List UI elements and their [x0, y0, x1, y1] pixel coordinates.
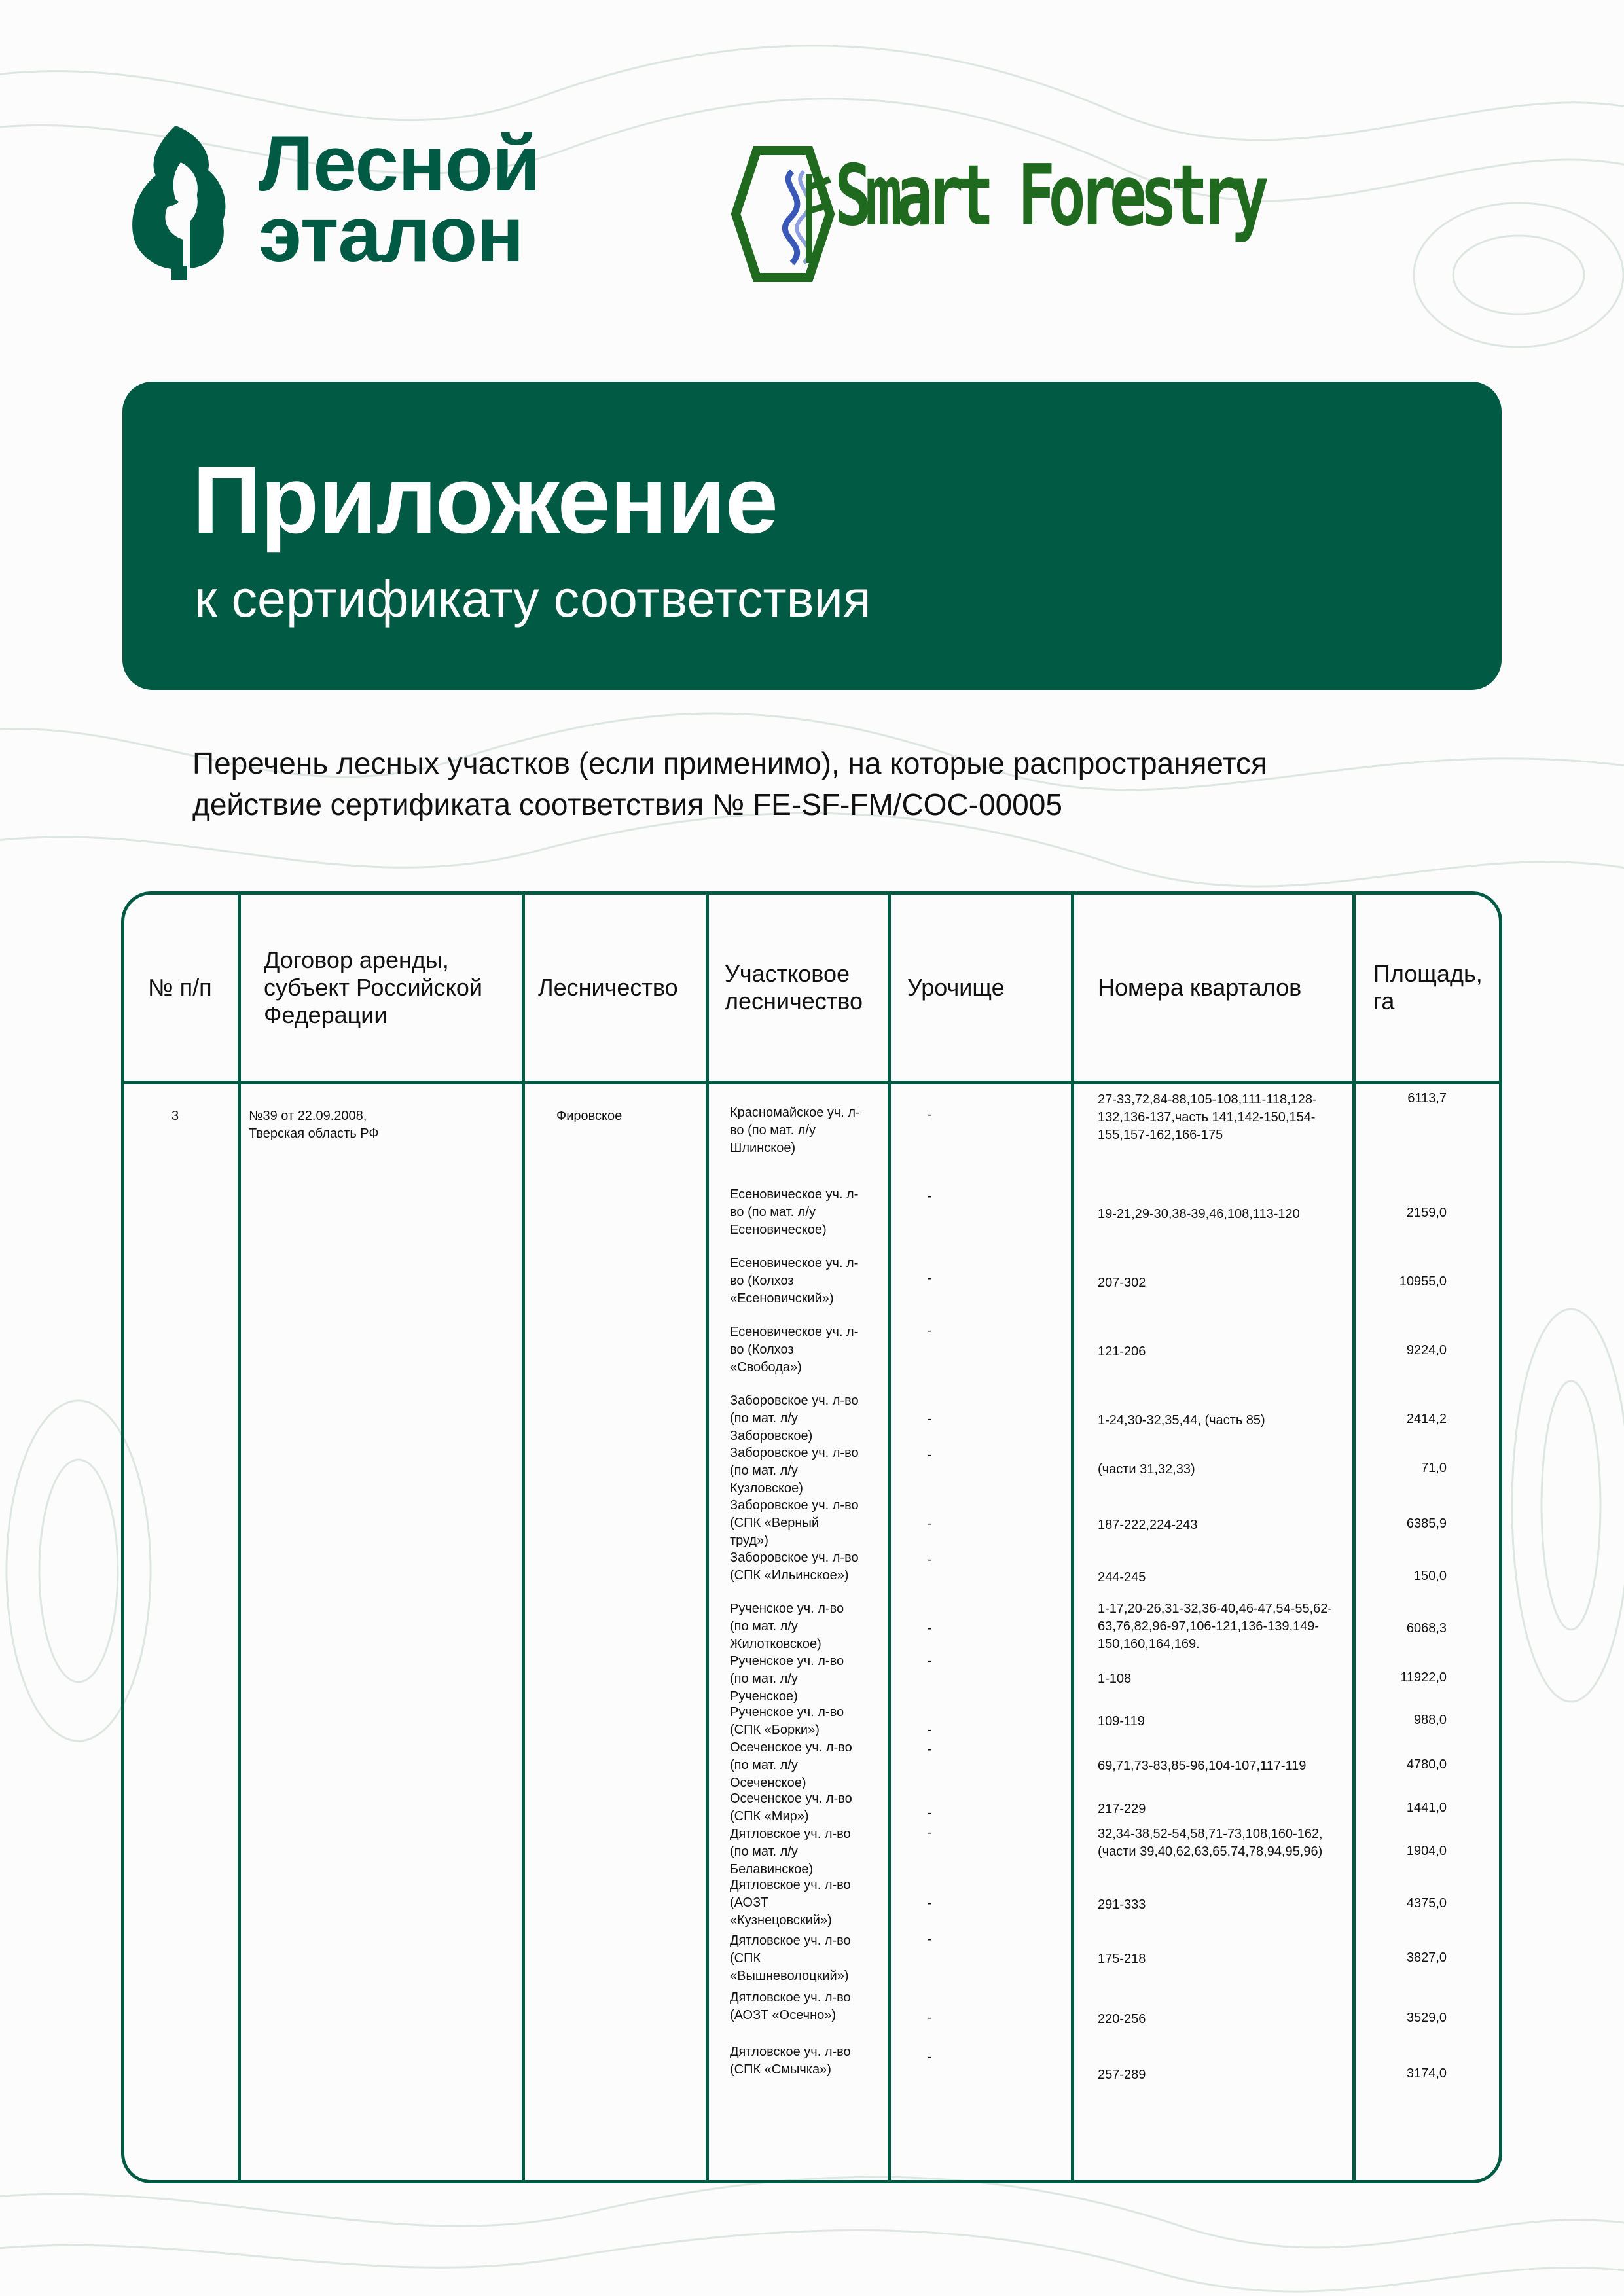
uchastkovoe-cell: Дятловское уч. л-во (СПК «Вышневолоцкий») — [730, 1933, 851, 1983]
kvartaly-cell: 1-24,30-32,35,44, (часть 85) — [1098, 1413, 1265, 1427]
kvartaly-cell: 69,71,73-83,85-96,104-107,117-119 — [1098, 1759, 1307, 1773]
uchastkovoe-cell: Дятловское уч. л-во (АОЗТ «Осечно») — [730, 1990, 851, 2022]
lesnoy-line2: эталон — [259, 190, 524, 278]
area-cell: 4780,0 — [1406, 1757, 1447, 1772]
kvartaly-cell: 27-33,72,84-88,105-108,111-118,128-132,136-137,часть 141,142-150,154-155,157-162,166-175 — [1098, 1092, 1317, 1142]
uchastkovoe-cell: Заборовское уч. л-во (по мат. л/у Заборовское) — [730, 1393, 859, 1443]
kvartaly-cell: 109-119 — [1098, 1714, 1145, 1729]
urochishe-cell: - — [928, 2050, 932, 2064]
area-cell: 6385,9 — [1406, 1516, 1447, 1531]
area-cell: 11922,0 — [1400, 1670, 1447, 1685]
appendix-banner — [122, 382, 1502, 690]
kvartaly-cell: 207-302 — [1098, 1276, 1146, 1290]
uchastkovoe-cell: Рученское уч. л-во (СПК «Борки») — [730, 1705, 844, 1737]
kvartaly-cell: (части 31,32,33) — [1098, 1462, 1195, 1477]
kvartaly-cell: 217-229 — [1098, 1802, 1146, 1816]
banner-title: Приложение — [192, 446, 778, 553]
uchastkovoe-cell: Есеновическое уч. л-во (Колхоз «Свобода») — [730, 1325, 859, 1374]
header-divider — [124, 1081, 1499, 1084]
column-divider — [1071, 895, 1074, 2180]
header-area: Площадь, га — [1373, 960, 1483, 1014]
uchastkovoe-cell: Дятловское уч. л-во (по мат. л/у Белавинское) — [730, 1827, 851, 1876]
area-cell: 10955,0 — [1399, 1274, 1447, 1289]
kvartaly-cell: 257-289 — [1098, 2068, 1146, 2082]
kvartaly-cell: 187-222,224-243 — [1098, 1518, 1198, 1532]
urochishe-cell: - — [928, 1412, 932, 1426]
kvartaly-cell: 175-218 — [1098, 1952, 1146, 1966]
row-number: 3 — [171, 1109, 179, 1123]
uchastkovoe-cell: Рученское уч. л-во (по мат. л/у Рученское) — [730, 1654, 844, 1704]
urochishe-cell: - — [928, 1107, 932, 1122]
area-cell: 3529,0 — [1406, 2011, 1447, 2025]
intro-line1: Перечень лесных участков (если применимо), на которые распространяется — [192, 746, 1267, 780]
area-cell: 3827,0 — [1406, 1950, 1447, 1965]
uchastkovoe-cell: Заборовское уч. л-во (СПК «Ильинское») — [730, 1551, 859, 1583]
area-cell: 71,0 — [1421, 1461, 1447, 1475]
forest-plots-table — [121, 891, 1502, 2183]
uchastkovoe-cell: Заборовское уч. л-во (по мат. л/у Кузловское) — [730, 1446, 859, 1496]
urochishe-cell: - — [928, 1742, 932, 1757]
kvartaly-cell: 1-17,20-26,31-32,36-40,46-47,54-55,62-63,76,82,96-97,106-121,136-139,149-150,160,164,169. — [1098, 1602, 1333, 1651]
urochishe-cell: - — [928, 1621, 932, 1636]
column-divider — [238, 895, 241, 2180]
area-cell: 6113,7 — [1407, 1091, 1447, 1105]
uchastkovoe-cell: Есеновическое уч. л-во (Колхоз «Есеновичский») — [730, 1256, 859, 1306]
urochishe-cell: - — [928, 1825, 932, 1840]
smart-forestry-wordmark: Smart Forestry — [835, 147, 1263, 245]
kvartaly-cell: 220-256 — [1098, 2012, 1146, 2026]
area-cell: 988,0 — [1413, 1713, 1447, 1727]
certificate-number: № FE-SF-FM/COC-00005 — [712, 787, 1062, 821]
header-urochishe: Урочище — [907, 974, 1005, 1001]
urochishe-cell: - — [928, 1806, 932, 1820]
lesnichestvo-cell: Фировское — [556, 1109, 623, 1123]
uchastkovoe-cell: Есеновическое уч. л-во (по мат. л/у Есеновическое) — [730, 1187, 859, 1237]
lesnoy-line1: Лесной — [259, 120, 540, 207]
uchastkovoe-cell: Осеченское уч. л-во (по мат. л/у Осеченское) — [730, 1740, 852, 1790]
header-lesnichestvo: Лесничество — [538, 974, 678, 1001]
header-uchastkovoe: Участковое лесничество — [725, 960, 863, 1014]
kvartaly-cell: 19-21,29-30,38-39,46,108,113-120 — [1098, 1207, 1300, 1221]
column-divider — [706, 895, 709, 2180]
area-cell: 1904,0 — [1406, 1844, 1447, 1858]
intro-line2-prefix: действие сертификата соответствия — [192, 787, 712, 821]
column-divider — [888, 895, 891, 2180]
uchastkovoe-cell: Красномайское уч. л-во (по мат. л/у Шлинское) — [730, 1105, 860, 1155]
area-cell: 150,0 — [1413, 1569, 1447, 1583]
area-cell: 9224,0 — [1406, 1343, 1447, 1357]
banner-subtitle: к сертификату соответствия — [194, 569, 871, 628]
urochishe-cell: - — [928, 1448, 932, 1462]
header-number: № п/п — [148, 974, 212, 1001]
contract-cell: №39 от 22.09.2008, Тверская область РФ — [249, 1109, 379, 1141]
kvartaly-cell: 291-333 — [1098, 1897, 1146, 1912]
area-cell: 6068,3 — [1406, 1621, 1447, 1636]
uchastkovoe-cell: Дятловское уч. л-во (СПК «Смычка») — [730, 2045, 851, 2077]
urochishe-cell: - — [928, 1552, 932, 1567]
area-cell: 2414,2 — [1406, 1412, 1447, 1426]
kvartaly-cell: 244-245 — [1098, 1570, 1146, 1585]
header-kvartaly: Номера кварталов — [1098, 974, 1302, 1001]
column-divider — [522, 895, 525, 2180]
intro-text — [192, 743, 1534, 825]
urochishe-cell: - — [928, 1723, 932, 1737]
uchastkovoe-cell: Осеченское уч. л-во (СПК «Мир») — [730, 1791, 852, 1823]
kvartaly-cell: 32,34-38,52-54,58,71-73,108,160-162,(части 39,40,62,63,65,74,78,94,95,96) — [1098, 1827, 1323, 1859]
header-contract: Договор аренды, субъект Российской Федерации — [264, 946, 482, 1028]
urochishe-cell: - — [928, 1932, 932, 1946]
area-cell: 4375,0 — [1406, 1896, 1447, 1910]
uchastkovoe-cell: Дятловское уч. л-во (АОЗТ «Кузнецовский») — [730, 1878, 851, 1928]
area-cell: 3174,0 — [1406, 2066, 1447, 2081]
urochishe-cell: - — [928, 1323, 932, 1338]
urochishe-cell: - — [928, 1896, 932, 1910]
intro-line2 — [192, 784, 1534, 825]
urochishe-cell: - — [928, 1654, 932, 1668]
urochishe-cell: - — [928, 1516, 932, 1531]
kvartaly-cell: 1-108 — [1098, 1672, 1132, 1686]
uchastkovoe-cell: Заборовское уч. л-во (СПК «Верный труд») — [730, 1498, 859, 1548]
urochishe-cell: - — [928, 1271, 932, 1285]
column-divider — [1352, 895, 1356, 2180]
area-cell: 2159,0 — [1406, 1206, 1447, 1220]
uchastkovoe-cell: Рученское уч. л-во (по мат. л/у Жилотковское) — [730, 1602, 844, 1651]
area-cell: 1441,0 — [1406, 1801, 1447, 1815]
lesnoy-etalon-wordmark — [259, 120, 540, 278]
kvartaly-cell: 121-206 — [1098, 1344, 1146, 1359]
urochishe-cell: - — [928, 1189, 932, 1204]
urochishe-cell: - — [928, 2011, 932, 2025]
